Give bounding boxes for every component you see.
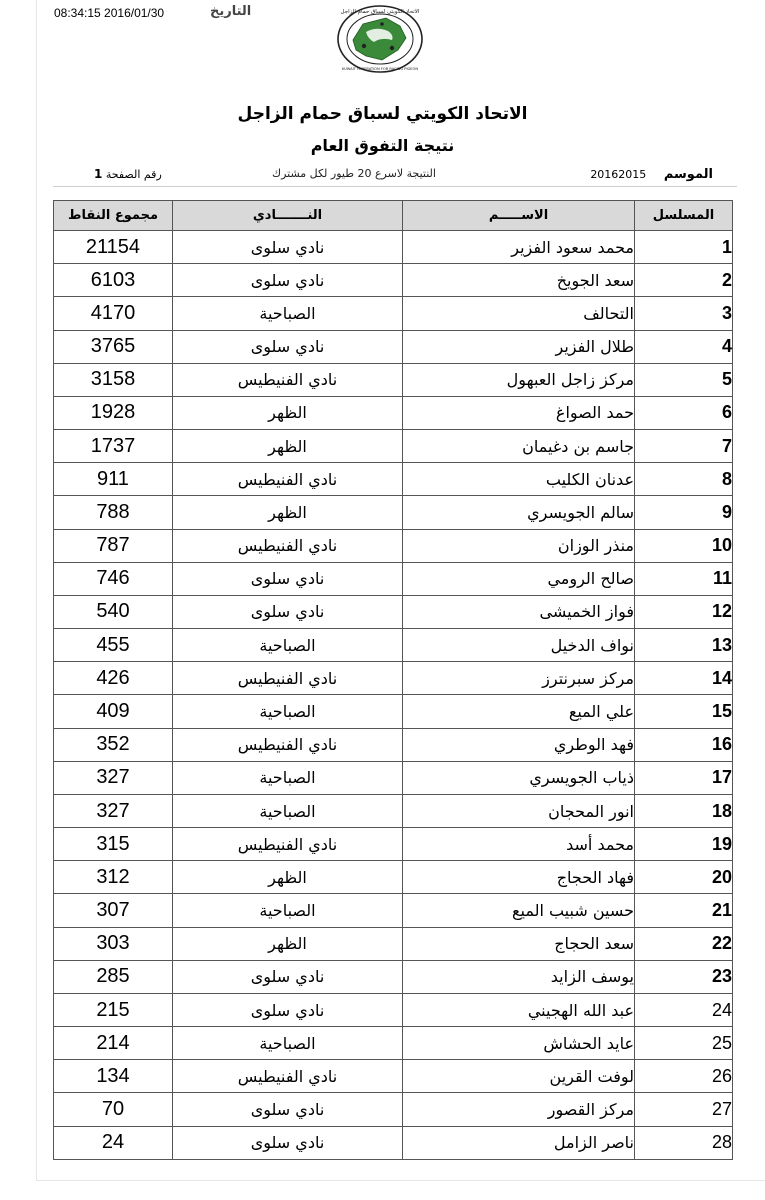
row-seq: 19 [635, 828, 733, 861]
row-seq: 14 [635, 662, 733, 695]
row-name: عبد الله الهجيني [403, 993, 635, 1026]
row-name: نواف الدخيل [403, 629, 635, 662]
row-club: الظهر [173, 496, 403, 529]
row-points: 214 [54, 1027, 173, 1060]
row-club: نادي سلوى [173, 1126, 403, 1159]
row-name: فهد الوطري [403, 728, 635, 761]
table-row [54, 595, 733, 628]
row-seq: 7 [635, 430, 733, 463]
row-name: سعد الحجاج [403, 927, 635, 960]
row-points: 746 [54, 562, 173, 595]
table-row [54, 1027, 733, 1060]
table-row [54, 761, 733, 794]
header-seq: المسلسل [635, 201, 733, 231]
results-table [53, 200, 733, 1160]
table-row [54, 529, 733, 562]
row-club: نادي سلوى [173, 1093, 403, 1126]
table-row [54, 1060, 733, 1093]
row-club: الصباحية [173, 761, 403, 794]
table-body [54, 231, 733, 1160]
row-seq: 12 [635, 595, 733, 628]
row-name: جاسم بن دغيمان [403, 430, 635, 463]
row-seq: 6 [635, 396, 733, 429]
row-seq: 2 [635, 264, 733, 297]
table-row [54, 363, 733, 396]
table-row [54, 861, 733, 894]
header-club: النـــــــادي [173, 201, 403, 231]
row-points: 540 [54, 595, 173, 628]
row-club: الصباحية [173, 695, 403, 728]
row-name: التحالف [403, 297, 635, 330]
row-club: الصباحية [173, 1027, 403, 1060]
season-value: 20162015 [590, 168, 647, 181]
row-points: 4170 [54, 297, 173, 330]
table-row [54, 629, 733, 662]
row-name: حسين شبيب الميع [403, 894, 635, 927]
season-label: الموسم [663, 167, 713, 182]
row-points: 70 [54, 1093, 173, 1126]
row-points: 1928 [54, 396, 173, 429]
document-subtitle: نتيجة التفوق العام [310, 136, 455, 155]
table-row [54, 894, 733, 927]
row-points: 3765 [54, 330, 173, 363]
table-row [54, 828, 733, 861]
row-club: نادي الفنيطيس [173, 828, 403, 861]
row-name: سالم الجويسري [403, 496, 635, 529]
page-border-left [36, 0, 37, 1180]
table-row [54, 1093, 733, 1126]
row-seq: 27 [635, 1093, 733, 1126]
season-info [590, 167, 713, 182]
table-row [54, 496, 733, 529]
row-points: 285 [54, 960, 173, 993]
row-points: 134 [54, 1060, 173, 1093]
svg-text:KUWAIT FEDERATION FOR RACING P: KUWAIT FEDERATION FOR RACING PIGEON [341, 67, 419, 71]
row-club: نادي سلوى [173, 231, 403, 264]
row-name: يوسف الزايد [403, 960, 635, 993]
row-club: نادي سلوى [173, 264, 403, 297]
row-seq: 15 [635, 695, 733, 728]
row-seq: 17 [635, 761, 733, 794]
row-name: محمد سعود الفزير [403, 231, 635, 264]
row-name: فواز الخميشى [403, 595, 635, 628]
table-row [54, 927, 733, 960]
table-row [54, 1126, 733, 1159]
row-seq: 23 [635, 960, 733, 993]
row-points: 3158 [54, 363, 173, 396]
row-seq: 28 [635, 1126, 733, 1159]
row-seq: 1 [635, 231, 733, 264]
row-name: لوفت القرين [403, 1060, 635, 1093]
table-row [54, 562, 733, 595]
result-description: النتيجة لاسرع 20 طيور لكل مشترك [272, 167, 436, 180]
row-points: 315 [54, 828, 173, 861]
header-name: الاســـــم [403, 201, 635, 231]
row-seq: 5 [635, 363, 733, 396]
row-points: 327 [54, 761, 173, 794]
table-header-row [54, 201, 733, 231]
table-row [54, 330, 733, 363]
row-points: 1737 [54, 430, 173, 463]
row-club: الظهر [173, 927, 403, 960]
row-seq: 4 [635, 330, 733, 363]
row-club: نادي سلوى [173, 562, 403, 595]
row-club: الصباحية [173, 894, 403, 927]
row-points: 409 [54, 695, 173, 728]
row-club: نادي سلوى [173, 993, 403, 1026]
row-seq: 10 [635, 529, 733, 562]
row-seq: 3 [635, 297, 733, 330]
row-name: مركز سبرنترز [403, 662, 635, 695]
table-row [54, 794, 733, 827]
table-row [54, 430, 733, 463]
report-date-value: 08:34:15 2016/01/30 [54, 6, 165, 20]
row-seq: 20 [635, 861, 733, 894]
row-name: حمد الصواغ [403, 396, 635, 429]
row-points: 788 [54, 496, 173, 529]
row-club: الظهر [173, 396, 403, 429]
row-name: محمد أسد [403, 828, 635, 861]
row-name: عايد الحشاش [403, 1027, 635, 1060]
row-name: صالح الرومي [403, 562, 635, 595]
row-points: 6103 [54, 264, 173, 297]
table-row [54, 297, 733, 330]
row-points: 312 [54, 861, 173, 894]
table-row [54, 662, 733, 695]
row-seq: 11 [635, 562, 733, 595]
row-club: نادي سلوى [173, 330, 403, 363]
row-points: 21154 [54, 231, 173, 264]
row-club: نادي الفنيطيس [173, 1060, 403, 1093]
row-seq: 18 [635, 794, 733, 827]
row-name: فهاد الحجاج [403, 861, 635, 894]
row-club: نادي الفنيطيس [173, 463, 403, 496]
row-points: 352 [54, 728, 173, 761]
row-club: نادي الفنيطيس [173, 728, 403, 761]
row-points: 215 [54, 993, 173, 1026]
row-name: ناصر الزامل [403, 1126, 635, 1159]
row-seq: 25 [635, 1027, 733, 1060]
row-club: نادي سلوى [173, 960, 403, 993]
row-seq: 22 [635, 927, 733, 960]
table-row [54, 231, 733, 264]
row-points: 327 [54, 794, 173, 827]
row-seq: 21 [635, 894, 733, 927]
row-seq: 8 [635, 463, 733, 496]
table-row [54, 695, 733, 728]
table-row [54, 396, 733, 429]
page-number-info [80, 167, 162, 181]
page-number-value: 1 [94, 167, 103, 181]
header-points: مجموع النقاط [54, 201, 173, 231]
table-row [54, 960, 733, 993]
row-club: الصباحية [173, 794, 403, 827]
federation-logo [336, 4, 424, 74]
document-title: الاتحاد الكويتي لسباق حمام الزاجل [237, 104, 528, 124]
row-club: نادي الفنيطيس [173, 529, 403, 562]
report-date-label: التاريخ [210, 4, 252, 19]
row-name: علي الميع [403, 695, 635, 728]
row-seq: 24 [635, 993, 733, 1026]
row-seq: 9 [635, 496, 733, 529]
row-club: الظهر [173, 861, 403, 894]
table-row [54, 463, 733, 496]
table-row [54, 993, 733, 1026]
row-seq: 16 [635, 728, 733, 761]
page-border-bottom [36, 1180, 765, 1181]
row-seq: 26 [635, 1060, 733, 1093]
row-name: انور المحجان [403, 794, 635, 827]
row-points: 787 [54, 529, 173, 562]
table-row [54, 264, 733, 297]
row-points: 911 [54, 463, 173, 496]
row-points: 307 [54, 894, 173, 927]
row-name: مركز زاجل العبهول [403, 363, 635, 396]
row-name: منذر الوزان [403, 529, 635, 562]
row-club: الصباحية [173, 629, 403, 662]
row-name: ذياب الجويسري [403, 761, 635, 794]
row-points: 303 [54, 927, 173, 960]
page-number-label: رقم الصفحة [105, 168, 162, 181]
row-points: 24 [54, 1126, 173, 1159]
row-name: طلال الفزير [403, 330, 635, 363]
row-name: عدنان الكليب [403, 463, 635, 496]
row-name: مركز القصور [403, 1093, 635, 1126]
header-divider [53, 186, 737, 187]
row-club: نادي الفنيطيس [173, 662, 403, 695]
row-club: نادي الفنيطيس [173, 363, 403, 396]
row-points: 455 [54, 629, 173, 662]
row-club: الظهر [173, 430, 403, 463]
svg-text:الاتحاد الكويتي لسباق حمام الز: الاتحاد الكويتي لسباق حمام الزاجل [340, 9, 420, 15]
row-club: نادي سلوى [173, 595, 403, 628]
row-club: الصباحية [173, 297, 403, 330]
table-row [54, 728, 733, 761]
row-points: 426 [54, 662, 173, 695]
row-name: سعد الجويخ [403, 264, 635, 297]
row-seq: 13 [635, 629, 733, 662]
